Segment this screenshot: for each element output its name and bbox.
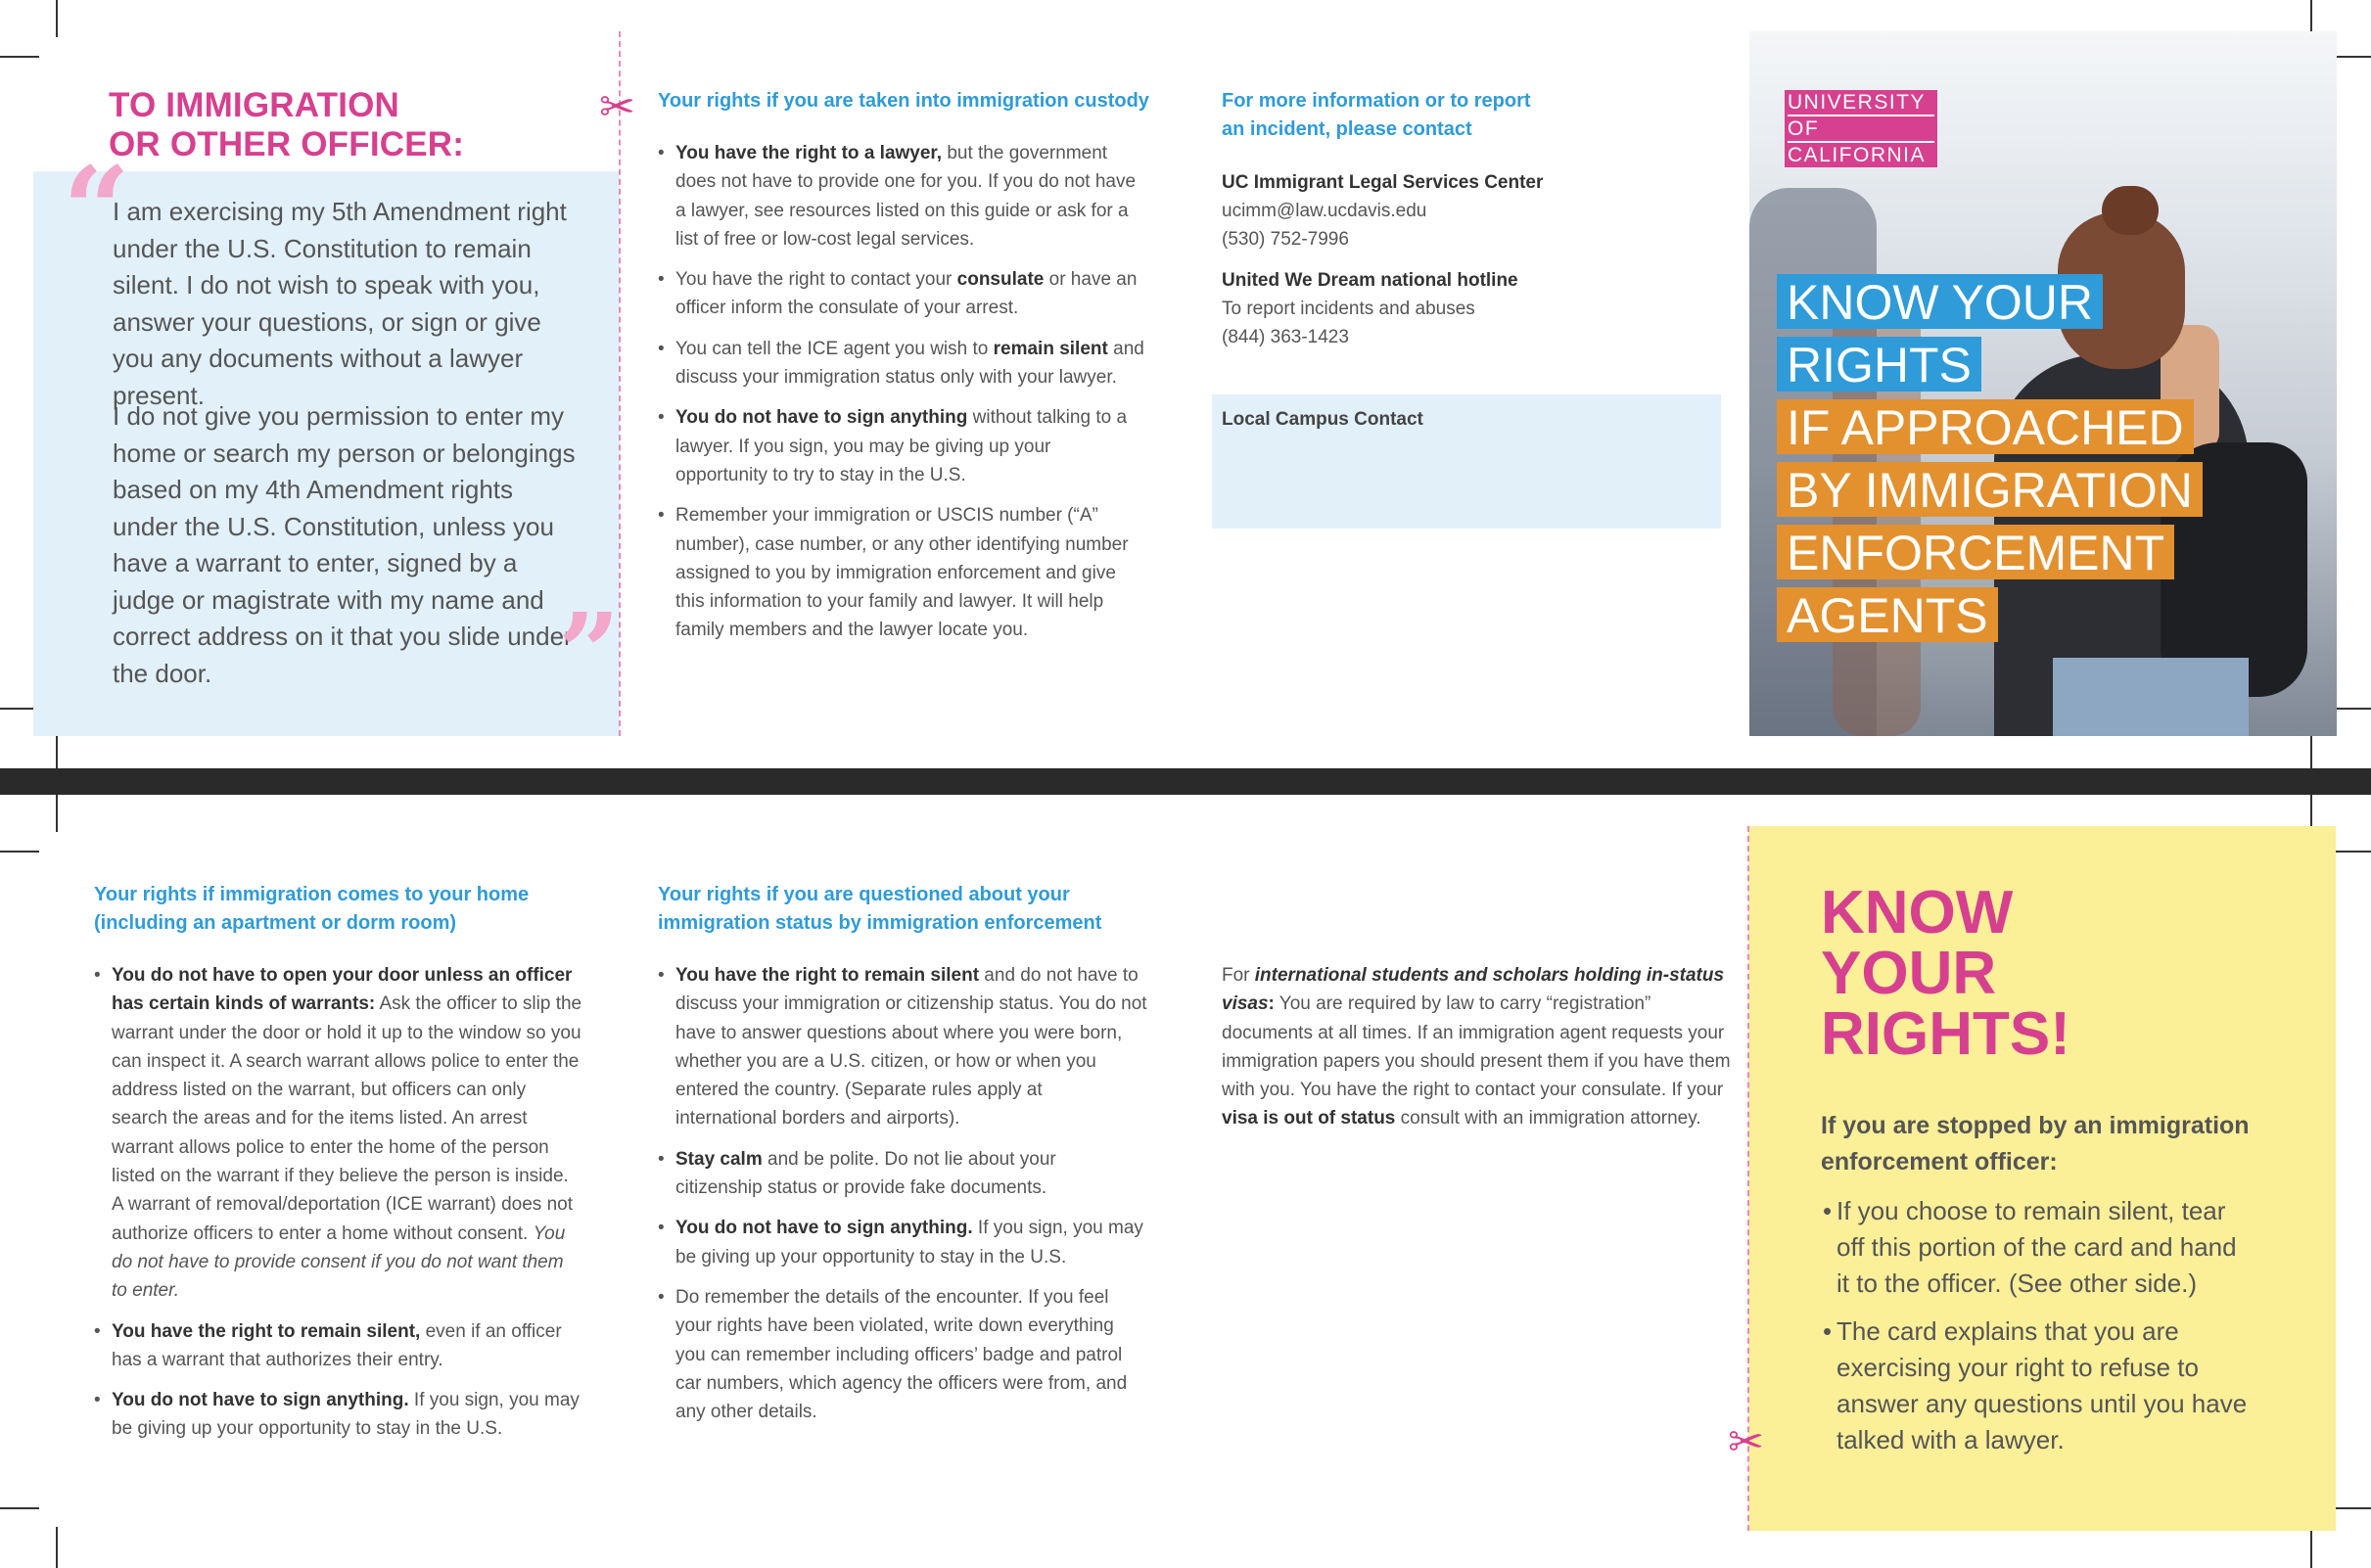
student-hair-bun xyxy=(2102,186,2159,235)
list-item: • You have the right to remain silent, even if an officer has a warrant that authorizes their entry. xyxy=(94,1317,583,1375)
hotline-description: To report incidents and abuses xyxy=(1222,299,1475,319)
list-item: • If you choose to remain silent, tear off this portion of the card and hand it to the officer. (See other side.) xyxy=(1823,1193,2254,1302)
list-item: • You do not have to open your door unless an officer has certain kinds of warrants: Ask the officer to slip the warrant under the door or hold it up to the window so you can inspect it. A search warrant allows police to enter the address listed on the warrant, but officers can only search the areas and for the items listed. An arrest warrant allows police to enter the home of the person listed on the warrant if they believe the person is inside. A warrant of removal/deportation (ICE warrant) does not authorize officers to enter a home without consent. You do not have to provide consent if you do not want them to enter. xyxy=(94,961,583,1306)
cover-title-line: KNOW YOUR xyxy=(1777,274,2103,329)
cover-title-line: BY IMMIGRATION xyxy=(1777,462,2203,517)
scissors-icon: ✂ xyxy=(599,83,635,131)
legal-center-email[interactable]: ucimm@law.ucdavis.edu xyxy=(1222,201,1427,221)
list-item: • The card explains that you are exercising your right to refuse to answer any questions until you have talked with a lawyer. xyxy=(1823,1314,2254,1458)
list-item: • You do not have to sign anything. If you sign, you may be giving up your opportunity to stay in the U.S. xyxy=(94,1386,583,1444)
custody-heading: Your rights if you are taken into immigration custody xyxy=(658,90,1149,112)
officer-heading-line: OR OTHER OFFICER: xyxy=(109,125,465,163)
list-item: • You do not have to sign anything without talking to a lawyer. If you sign, you may be giving up your opportunity to try to stay in the U.S. xyxy=(658,403,1147,489)
crop-mark xyxy=(0,56,39,58)
list-item: • You have the right to a lawyer, but the government does not have to provide one for you. If you do not have a lawyer, see resources listed on this guide or ask for a list of free or low-cost legal services. xyxy=(658,139,1147,254)
cover-title-line: RIGHTS xyxy=(1777,337,1981,392)
officer-card-heading xyxy=(109,86,579,164)
scissors-icon: ✂ xyxy=(1728,1418,1764,1466)
cover-title-line: AGENTS xyxy=(1777,587,1998,642)
list-item: • You have the right to contact your consulate or have an officer inform the consulate of your arrest. xyxy=(658,265,1147,323)
hotline-phone[interactable]: (844) 363-1423 xyxy=(1222,327,1349,347)
title-line: RIGHTS! xyxy=(1821,1000,2070,1068)
cover-title-line: ENFORCEMENT xyxy=(1777,525,2174,579)
close-quote-mark: ” xyxy=(558,589,621,715)
crop-mark xyxy=(2332,1507,2371,1509)
local-campus-contact-label: Local Campus Contact xyxy=(1222,409,1423,430)
home-heading-line: Your rights if immigration comes to your home xyxy=(94,884,530,905)
know-your-rights-list xyxy=(1823,1193,2254,1470)
list-item: • Remember your immigration or USCIS number (“A” number), case number, or any other identifying number assigned to you by immigration enforcement and give this information to your family and lawyer. It will help family members and the lawyer locate you. xyxy=(658,501,1147,644)
custody-rights-list xyxy=(658,139,1147,657)
list-item: • Do remember the details of the encounter. If you feel your rights have been violated, write down everything you can remember including officers’ badge and patrol car numbers, which agency the officers were from, and any other details. xyxy=(658,1283,1147,1426)
questioned-rights-list xyxy=(658,961,1147,1438)
list-item: • You can tell the ICE agent you wish to remain silent and discuss your immigration status only with your lawyer. xyxy=(658,335,1147,392)
contact-heading-line: an incident, please contact xyxy=(1222,118,1472,140)
list-item: • You do not have to sign anything. If you sign, you may be giving up your opportunity to stay in the U.S. xyxy=(658,1214,1147,1271)
logo-line: OF xyxy=(1788,116,1934,143)
know-your-rights-subtitle: If you are stopped by an immigration enforcement officer: xyxy=(1821,1112,2250,1176)
list-item: • You have the right to remain silent and do not have to discuss your immigration or citizenship status. You do not have to answer questions about where you were born, whether you are a U.S. citizen, or how or when you entered the country. (Separate rules apply at international borders and airports). xyxy=(658,961,1147,1133)
legal-center-phone[interactable]: (530) 752-7996 xyxy=(1222,229,1349,250)
crop-mark xyxy=(2332,708,2371,710)
home-heading-line: (including an apartment or dorm room) xyxy=(94,912,457,934)
brochure-inside-page xyxy=(0,795,2371,1568)
legal-center-name: UC Immigrant Legal Services Center xyxy=(1222,172,1544,193)
cover-title-line: IF APPROACHED xyxy=(1777,399,2194,454)
crop-mark xyxy=(2332,56,2371,58)
officer-heading-line: TO IMMIGRATION xyxy=(109,86,400,124)
questioned-heading xyxy=(658,881,1186,938)
crop-mark xyxy=(0,1507,39,1509)
student-jeans xyxy=(2053,658,2249,736)
brochure-outside-page xyxy=(0,0,2371,768)
legal-services-contact xyxy=(1222,168,1613,254)
questioned-heading-line: Your rights if you are questioned about your xyxy=(658,884,1070,905)
logo-line: UNIVERSITY xyxy=(1788,90,1934,116)
crop-mark xyxy=(56,1527,58,1568)
open-quote-mark: “ xyxy=(63,141,131,279)
know-your-rights-title xyxy=(1821,879,2070,1068)
title-line: YOUR xyxy=(1821,940,1997,1007)
fifth-amendment-statement: I am exercising my 5th Amendment right under the U.S. Constitution to remain silent. I do not wish to speak with you, answer your questions, or sign or give you any documents without a lawyer present. xyxy=(113,197,567,410)
home-rights-list xyxy=(94,961,583,1455)
hotline-name: United We Dream national hotline xyxy=(1222,270,1518,291)
title-line: KNOW xyxy=(1821,879,2014,946)
contact-heading xyxy=(1222,87,1652,144)
crop-mark xyxy=(0,851,39,853)
crop-mark xyxy=(2310,1527,2312,1568)
logo-line: CALIFORNIA xyxy=(1788,144,1927,166)
contact-heading-line: For more information or to report xyxy=(1222,90,1531,112)
tear-line xyxy=(619,31,621,736)
hotline-contact xyxy=(1222,266,1613,351)
crop-mark xyxy=(2332,851,2371,853)
home-heading xyxy=(94,881,603,938)
crop-mark xyxy=(56,795,58,832)
list-item: • Stay calm and be polite. Do not lie about your citizenship status or provide fake documents. xyxy=(658,1145,1147,1203)
fourth-amendment-statement: I do not give you permission to enter my home or search my person or belongings based on my 4th Amendment rights under the U.S. Constitution, unless you have a warrant to enter, signed by a judge or magistrate with my name and correct address on it that you slide under the door. xyxy=(113,401,576,688)
university-of-california-logo xyxy=(1785,90,1937,167)
questioned-heading-line: immigration status by immigration enforcement xyxy=(658,912,1102,934)
international-students-note: For international students and scholars holding in-status visas: You are required by law to carry “registration” documents at all times. If an immigration agent requests your immigration papers you should present them if you have them with you. You have the right to contact your consulate. If your visa is out of status consult with an immigration attorney. xyxy=(1222,965,1731,1130)
crop-mark xyxy=(56,0,58,37)
